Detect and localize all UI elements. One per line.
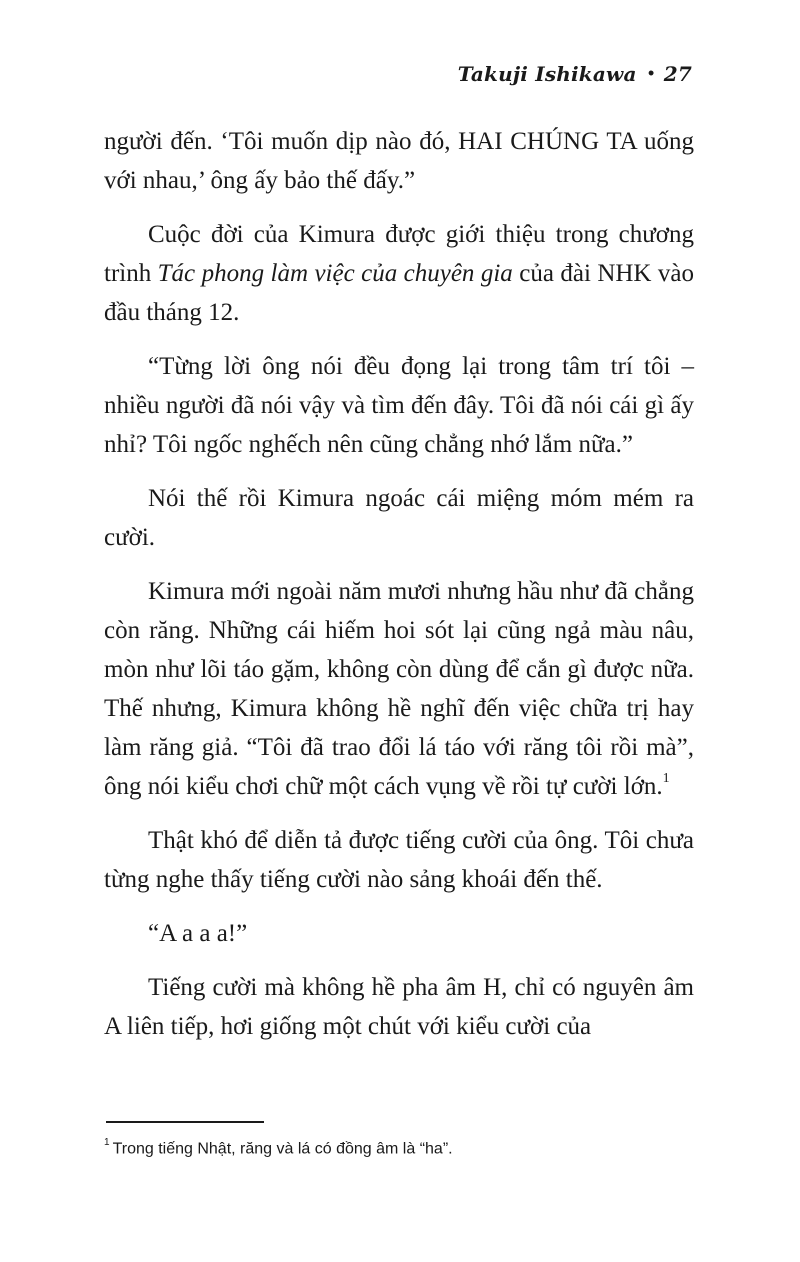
paragraph: [104, 122, 694, 200]
header-author: Takuji Ishikawa: [457, 62, 637, 86]
footnote-text: Trong tiếng Nhật, răng và lá có đồng âm là “ha”.: [112, 1140, 453, 1158]
text-run: của đài NHK vào đầu tháng 12.: [104, 260, 695, 326]
text-run: Thật khó để diễn tả được tiếng cười của ông. Tôi chưa từng nghe thấy tiếng cười nào sảng khoái đến thế.: [104, 827, 694, 893]
header-bullet: •: [646, 66, 656, 82]
text-run: Nói thế rồi Kimura ngoác cái miệng móm mém ra cười.: [104, 485, 694, 551]
body-text: [104, 122, 694, 1061]
paragraph: [104, 968, 694, 1046]
paragraph: [104, 914, 694, 953]
paragraph: [104, 821, 694, 899]
text-run: “A a a a!”: [148, 920, 248, 947]
paragraph: [104, 479, 694, 557]
footnote: [104, 1134, 704, 1160]
footnote-reference: 1: [662, 770, 670, 786]
italic-title: Tác phong làm việc của chuyên gia: [157, 260, 513, 287]
text-run: Tiếng cười mà không hề pha âm H, chỉ có nguyên âm A liên tiếp, hơi giống một chút với kiểu cười của: [104, 974, 694, 1040]
text-run: Kimura mới ngoài năm mươi nhưng hầu như đã chẳng còn răng. Những cái hiếm hoi sót lại cũng ngả màu nâu, mòn như lõi táo gặm, không còn dùng để cắn gì được nữa. Thế nhưng, Kimura không hề nghĩ đến việc chữa trị hay làm răng giả. “Tôi đã trao đổi lá táo với răng tôi rồi mà”, ông nói kiểu chơi chữ một cách vụng về rồi tự cười lớn.: [104, 578, 694, 800]
text-run: “Từng lời ông nói đều đọng lại trong tâm trí tôi – nhiều người đã nói vậy và tìm đến đây. Tôi đã nói cái gì ấy nhỉ? Tôi ngốc nghếch nên cũng chẳng nhớ lắm nữa.”: [104, 353, 694, 458]
footnote-marker: 1: [104, 1137, 110, 1148]
paragraph: [104, 347, 694, 464]
header-page-number: 27: [663, 62, 692, 86]
running-header: [458, 62, 692, 86]
text-run: người đến. ‘Tôi muốn dịp nào đó, HAI CHÚNG TA uống với nhau,’ ông ấy bảo thế đấy.”: [104, 128, 694, 194]
paragraph: [104, 215, 694, 332]
text-run: Cuộc đời của Kimura được giới thiệu trong chương trình: [104, 221, 694, 287]
footnote-divider: [106, 1121, 264, 1123]
paragraph: [104, 572, 694, 806]
